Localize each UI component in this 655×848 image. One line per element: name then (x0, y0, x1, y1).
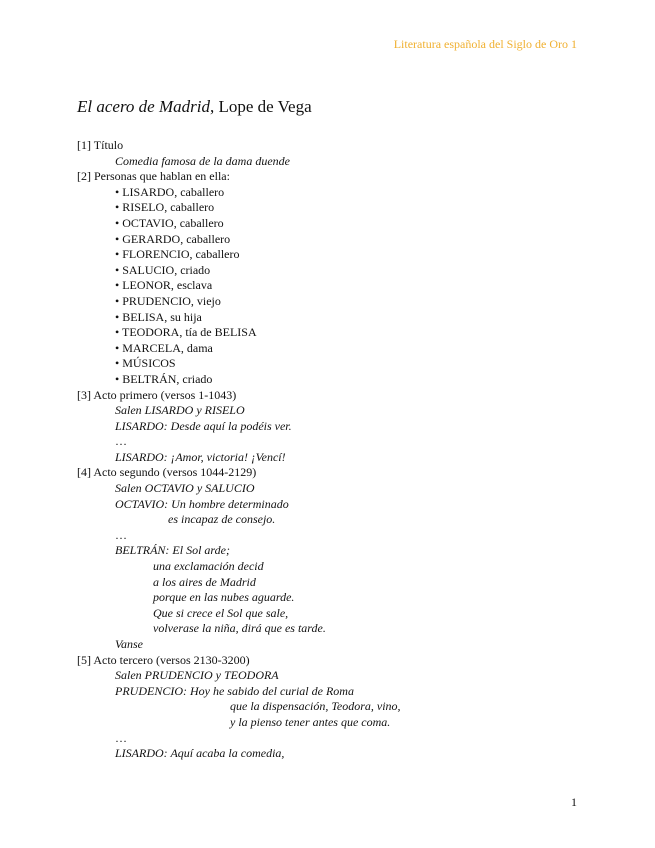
character-item: • OCTAVIO, caballero (115, 215, 224, 230)
ellipsis: … (115, 730, 127, 745)
character-item: • FLORENCIO, caballero (115, 247, 240, 262)
section-heading-1: [1] Título (77, 138, 124, 152)
outline (77, 138, 597, 762)
author-name: Lope de Vega (218, 97, 312, 116)
character-item: • RISELO, caballero (115, 200, 215, 215)
character-list (77, 185, 597, 388)
title-text: Comedia famosa de la dama duende (115, 153, 290, 168)
character-item: • BELISA, su hija (115, 309, 202, 324)
character-item: • MÚSICOS (115, 356, 176, 371)
stage-direction: Salen PRUDENCIO y TEODORA (115, 668, 279, 683)
verse-line: BELTRÁN: El Sol arde; (115, 543, 230, 558)
work-title: El acero de Madrid (77, 97, 210, 116)
verse-line: a los aires de Madrid (153, 574, 256, 589)
verse-line: LISARDO: ¡Amor, victoria! ¡Vencí! (115, 449, 286, 464)
stage-direction: Salen OCTAVIO y SALUCIO (115, 481, 255, 496)
ellipsis: … (115, 527, 127, 542)
character-item: • LEONOR, esclava (115, 278, 213, 293)
verse-line: Que si crece el Sol que sale, (153, 605, 289, 620)
character-item: • GERARDO, caballero (115, 231, 231, 246)
verse-line: OCTAVIO: Un hombre determinado (115, 496, 289, 511)
verse-line: que la dispensación, Teodora, vino, (230, 699, 401, 714)
character-item: • TEODORA, tía de BELISA (115, 325, 257, 340)
ellipsis: … (115, 434, 127, 449)
section-heading-5: [5] Acto tercero (versos 2130-3200) (77, 652, 250, 667)
section-heading-3: [3] Acto primero (versos 1-1043) (77, 387, 237, 402)
character-item: • LISARDO, caballero (115, 184, 225, 199)
character-item: • MARCELA, dama (115, 340, 213, 355)
running-header: Literatura española del Siglo de Oro 1 (393, 37, 577, 51)
stage-direction: Vanse (115, 637, 143, 651)
section-heading-4: [4] Acto segundo (versos 1044-2129) (77, 465, 257, 480)
stage-direction: Salen LISARDO y RISELO (115, 403, 245, 418)
title-separator: , (209, 97, 219, 116)
document-title (77, 97, 312, 117)
character-item: • SALUCIO, criado (115, 262, 211, 277)
verse-line: volverase la niña, dirá que es tarde. (153, 621, 326, 636)
verse-line: es incapaz de consejo. (168, 512, 276, 527)
page-number: 1 (571, 795, 577, 809)
character-item: • BELTRÁN, criado (115, 371, 213, 386)
verse-line: porque en las nubes aguarde. (153, 590, 295, 605)
verse-line: y la pienso tener antes que coma. (230, 714, 391, 729)
verse-line: LISARDO: Desde aquí la podéis ver. (115, 418, 292, 433)
verse-line: una exclamación decid (153, 559, 264, 574)
verse-line: PRUDENCIO: Hoy he sabido del curial de Roma (115, 683, 354, 698)
section-heading-2: [2] Personas que hablan en ella: (77, 169, 230, 184)
character-item: • PRUDENCIO, viejo (115, 293, 221, 308)
verse-line: LISARDO: Aquí acaba la comedia, (115, 746, 285, 761)
